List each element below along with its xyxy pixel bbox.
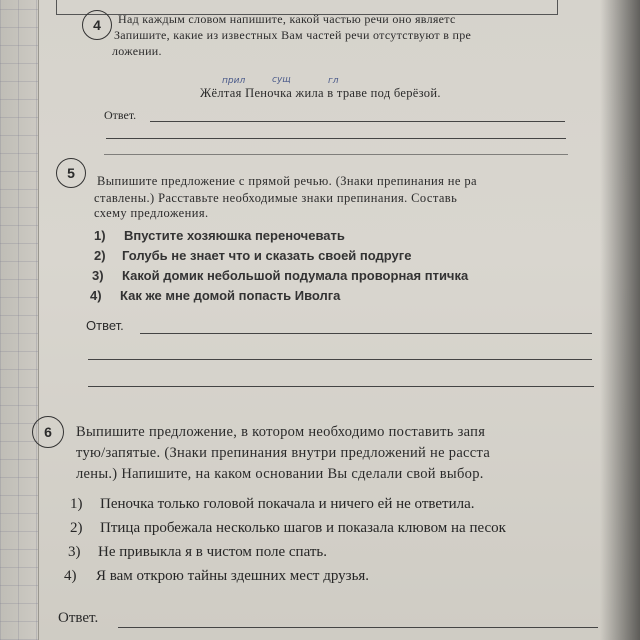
task5-answer-label: Ответ. xyxy=(86,318,124,333)
answer-line[interactable] xyxy=(150,121,565,122)
task6-answer-label: Ответ. xyxy=(58,610,99,626)
task5-instruction-line-2: ставлены.) Расставьте необходимые знаки препинания. Составь xyxy=(94,191,458,205)
task5-option-text: Впустите хозяюшка переночевать xyxy=(124,228,345,243)
task4-instruction-line-3: ложении. xyxy=(112,44,162,58)
task6-instruction-line-2: тую/запятые. (Знаки препинания внутри предложений не расста xyxy=(76,445,491,461)
task6-option-text: Пеночка только головой покачала и ничего ей не ответила. xyxy=(100,496,475,512)
task6-option-num: 4) xyxy=(64,568,77,584)
task6-option-text: Птица пробежала несколько шагов и показала клювом на песок xyxy=(100,520,506,536)
answer-line[interactable] xyxy=(118,627,598,628)
page-edge-shadow xyxy=(600,0,640,640)
task5-option-num: 1) xyxy=(94,228,106,243)
previous-page-edge xyxy=(0,0,39,640)
task6-option-text: Не привыкла я в чистом поле спать. xyxy=(98,544,327,560)
answer-line[interactable] xyxy=(140,333,592,334)
task6-option-num: 3) xyxy=(68,544,81,560)
task5-instruction-line-3: схему предложения. xyxy=(94,206,209,220)
task5-option-text: Голубь не знает что и сказать своей подруге xyxy=(122,248,412,263)
task5-instruction-line-1: Выпишите предложение с прямой речью. (Знаки препинания не ра xyxy=(97,174,477,188)
handwritten-note: прил xyxy=(222,76,246,86)
answer-line[interactable] xyxy=(106,138,566,139)
task5-option-num: 2) xyxy=(94,248,106,263)
task4-sentence: Жёлтая Пеночка жила в траве под берёзой. xyxy=(200,86,441,100)
task5-number: 5 xyxy=(56,158,86,188)
task5-option-text: Какой домик небольшой подумала проворная птичка xyxy=(122,268,469,283)
handwritten-note: сущ xyxy=(272,75,291,85)
task6-instruction-line-3: лены.) Напишите, на каком основании Вы сделали свой выбор. xyxy=(76,466,484,482)
task5-option-num: 3) xyxy=(92,268,104,283)
task4-answer-label: Ответ. xyxy=(104,108,137,122)
task6-instruction-line-1: Выпишите предложение, в котором необходимо поставить запя xyxy=(76,424,486,440)
answer-line[interactable] xyxy=(104,154,568,155)
task4-instruction-line-1: Над каждым словом напишите, какой частью речи оно являетс xyxy=(118,12,456,26)
task4-number: 4 xyxy=(82,10,112,40)
task5-option-text: Как же мне домой попасть Иволга xyxy=(120,288,341,303)
answer-line[interactable] xyxy=(88,359,592,360)
task6-option-num: 2) xyxy=(70,520,83,536)
task6-number: 6 xyxy=(32,416,64,448)
task6-option-num: 1) xyxy=(70,496,83,512)
answer-line[interactable] xyxy=(88,386,594,387)
handwritten-note: гл xyxy=(328,76,339,86)
grid-paper xyxy=(0,0,38,640)
task6-option-text: Я вам открою тайны здешних мест друзья. xyxy=(96,568,370,584)
task5-option-num: 4) xyxy=(90,288,102,303)
task4-instruction-line-2: Запишите, какие из известных Вам частей речи отсутствуют в пре xyxy=(114,28,472,42)
